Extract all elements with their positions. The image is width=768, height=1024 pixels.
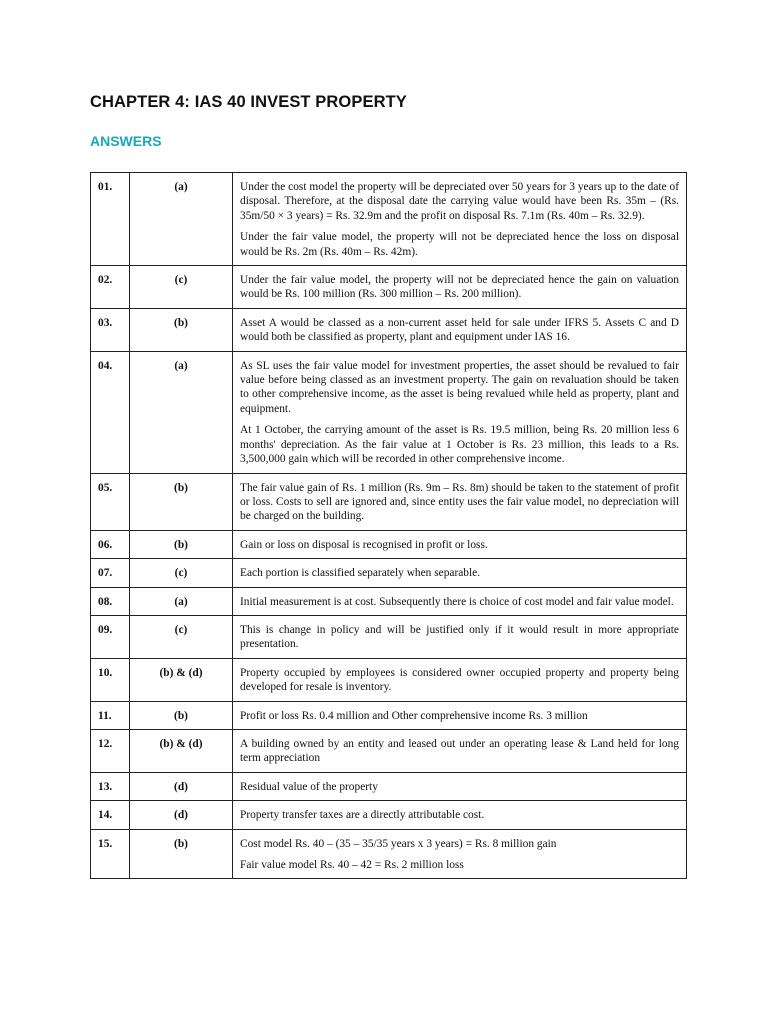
answer-explanation [233, 266, 687, 309]
answer-explanation [233, 658, 687, 701]
answer-row [91, 351, 687, 473]
document-page [90, 0, 687, 871]
answer-option: (b) & (d) [130, 658, 233, 701]
explanation-paragraph: Each portion is classified separately when separable. [240, 567, 481, 580]
answer-option: (d) [130, 801, 233, 829]
answer-row [91, 559, 687, 587]
answers-table-body [91, 173, 687, 879]
question-number: 04. [91, 351, 130, 473]
answers-table [90, 172, 687, 879]
answer-row [91, 658, 687, 701]
answer-row [91, 173, 687, 266]
answer-option: (b) [130, 308, 233, 351]
answer-option: (d) [130, 772, 233, 800]
explanation-paragraph: As SL uses the fair value model for investment properties, the asset should be revalued to fair value before being classed as an investment property. The gain on revaluation should be taken to other comprehensive income, as the asset is being revalued while held as property, plant and equipment. [240, 359, 679, 415]
answer-explanation [233, 772, 687, 800]
explanation-paragraph: Profit or loss Rs. 0.4 million and Other comprehensive income Rs. 3 million [240, 709, 588, 722]
explanation-paragraph: Gain or loss on disposal is recognised in profit or loss. [240, 538, 488, 551]
explanation-paragraph: This is change in policy and will be justified only if it would result in more appropriate presentation. [240, 623, 679, 651]
explanation-paragraph: Property occupied by employees is considered owner occupied property and property being developed for resale is inventory. [240, 666, 679, 694]
answer-option: (c) [130, 266, 233, 309]
answer-row [91, 587, 687, 615]
question-number: 13. [91, 772, 130, 800]
answer-explanation [233, 473, 687, 530]
explanation-paragraph: Residual value of the property [240, 780, 378, 793]
explanation-paragraph: Cost model Rs. 40 – (35 – 35/35 years x 3 years) = Rs. 8 million gain [240, 837, 557, 850]
answer-row [91, 308, 687, 351]
explanation-paragraph: Under the cost model the property will be depreciated over 50 years for 3 years up to the date of disposal. Therefore, at the disposal date the carrying value would have been Rs. 35m – (Rs. 35m/50 × 3 years) = Rs. 32.9m and the profit on disposal Rs. 7.1m (Rs. 40m – Rs. 32.9). [240, 181, 679, 222]
explanation-paragraph: Under the fair value model, the property will not be depreciated hence the loss on disposal would be Rs. 2m (Rs. 40m – Rs. 42m). [240, 231, 679, 258]
answer-row [91, 615, 687, 658]
answer-row [91, 530, 687, 558]
answer-row [91, 473, 687, 530]
question-number: 07. [91, 559, 130, 587]
question-number: 10. [91, 658, 130, 701]
question-number: 02. [91, 266, 130, 309]
answer-option: (b) [130, 473, 233, 530]
explanation-paragraph: Asset A would be classed as a non-current asset held for sale under IFRS 5. Assets C and D would both be classified as property, plant and equipment under IAS 16. [240, 316, 679, 344]
explanation-paragraph: The fair value gain of Rs. 1 million (Rs. 9m – Rs. 8m) should be taken to the statement of profit or loss. Costs to sell are ignored and, since entity uses the fair value model, no depreciation will be charged on the building. [240, 481, 679, 523]
answer-explanation [233, 801, 687, 829]
answer-option: (c) [130, 559, 233, 587]
answer-explanation [233, 729, 687, 772]
answer-option: (b) & (d) [130, 729, 233, 772]
answers-heading: ANSWERS [90, 133, 162, 149]
answer-explanation [233, 173, 687, 266]
explanation-paragraph: Under the fair value model, the property will not be depreciated hence the gain on valuation would be Rs. 100 million (Rs. 300 million – Rs. 200 million). [240, 274, 679, 301]
answer-option: (a) [130, 587, 233, 615]
explanation-paragraph: Fair value model Rs. 40 – 42 = Rs. 2 million loss [240, 859, 464, 871]
question-number: 08. [91, 587, 130, 615]
answer-option: (b) [130, 829, 233, 879]
answer-explanation [233, 530, 687, 558]
question-number: 09. [91, 615, 130, 658]
explanation-paragraph: Property transfer taxes are a directly attributable cost. [240, 809, 485, 822]
answer-option: (b) [130, 701, 233, 729]
answer-row [91, 772, 687, 800]
question-number: 14. [91, 801, 130, 829]
question-number: 06. [91, 530, 130, 558]
answer-explanation [233, 615, 687, 658]
answer-option: (c) [130, 615, 233, 658]
answer-explanation [233, 829, 687, 879]
question-number: 01. [91, 173, 130, 266]
explanation-paragraph: Initial measurement is at cost. Subsequently there is choice of cost model and fair value model. [240, 595, 674, 608]
answer-row [91, 729, 687, 772]
answer-explanation [233, 587, 687, 615]
question-number: 05. [91, 473, 130, 530]
answer-row [91, 266, 687, 309]
answer-explanation [233, 308, 687, 351]
question-number: 03. [91, 308, 130, 351]
answer-explanation [233, 559, 687, 587]
answer-row [91, 701, 687, 729]
answer-option: (a) [130, 173, 233, 266]
explanation-paragraph: At 1 October, the carrying amount of the asset is Rs. 19.5 million, being Rs. 20 million less 6 months' depreciation. As the fair value at 1 October is Rs. 23 million, this leads to a Rs. 3,500,000 gain which will be recorded in other comprehensive income. [240, 424, 679, 466]
answer-explanation [233, 701, 687, 729]
answer-row [91, 801, 687, 829]
answer-option: (a) [130, 351, 233, 473]
answer-row [91, 829, 687, 879]
question-number: 12. [91, 729, 130, 772]
explanation-paragraph: A building owned by an entity and leased out under an operating lease & Land held for long term appreciation [240, 737, 679, 765]
answer-option: (b) [130, 530, 233, 558]
question-number: 11. [91, 701, 130, 729]
chapter-title: CHAPTER 4: IAS 40 INVEST PROPERTY [90, 93, 407, 111]
question-number: 15. [91, 829, 130, 879]
answer-explanation [233, 351, 687, 473]
